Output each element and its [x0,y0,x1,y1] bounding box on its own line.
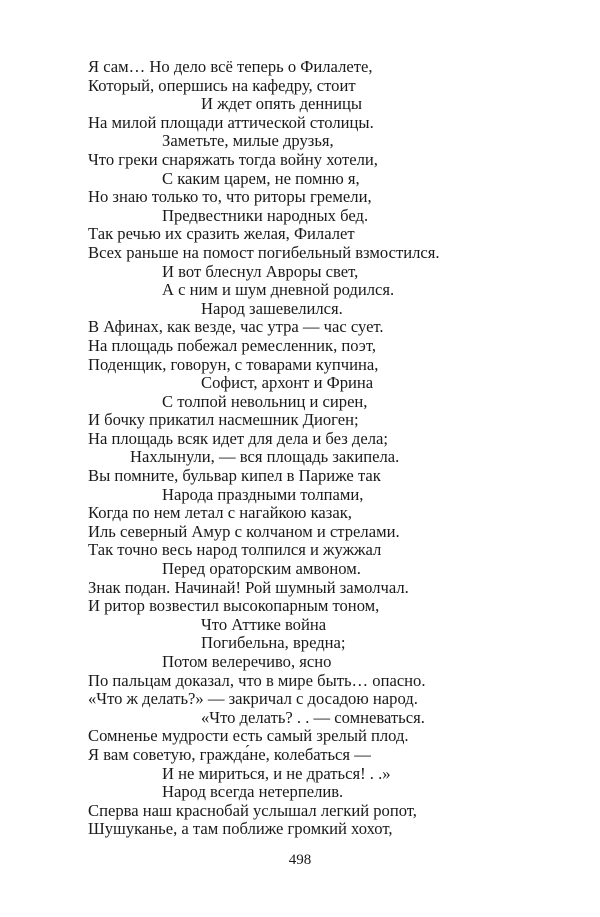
poem-line: И ритор возвестил высокопарным тоном, [88,596,380,616]
poem-line: «Что ж делать?» — закричал с досадою народ. [88,689,418,709]
poem-line: Софист, архонт и Фрина [201,373,374,393]
poem-line: Потом велеречиво, ясно [162,652,332,671]
poem-line: Я сам… Но дело всё теперь о Филалете, [88,57,373,76]
poem-line: Народ всегда нетерпелив. [162,782,344,802]
poem-line: В Афинах, как везде, час утра — час сует. [88,317,384,337]
poem-line: Заметьте, милые друзья, [162,131,334,151]
poem-line: Иль северный Амур с колчаном и стрелами. [88,521,400,541]
poem-line: Сомненье мудрости есть самый зрелый плод. [88,726,409,746]
poem-line: Что Аттике война [201,614,327,634]
poem-line: Шушуканье, а там поближе громкий хохот, [88,819,393,839]
poem-line: По пальцам доказал, что в мире быть… опасно. [88,670,426,690]
poem-line: Нахлынули, — вся площадь закипела. [130,447,400,467]
poem-line: Но знаю только то, что риторы гремели, [88,187,372,207]
poem-line: И не мириться, и не драться! . .» [162,763,391,783]
page-number: 498 [288,852,312,868]
poem-line: Так точно весь народ толпился и жужжал [88,540,382,560]
poem-line: На площадь побежал ремесленник, поэт, [88,335,377,355]
poem-line: Знак подан. Начинай! Рой шумный замолчал. [88,577,409,597]
poem-line: Что греки снаряжать тогда войну хотели, [88,149,378,169]
poem-line: Погибельна, вредна; [201,633,346,653]
poem-line: На милой площади аттической столицы. [88,112,374,132]
poem-line: Всех раньше на помост погибельный взмостился. [88,242,440,262]
poem-line: И ждет опять денницы [201,94,363,114]
poem-text [88,58,588,839]
poem-line: На площадь всяк идет для дела и без дела; [88,428,388,448]
poem-line: Когда по нем летал с нагайкою казак, [88,503,352,523]
poem-line: «Что делать? . . — сомневаться. [201,707,425,727]
poem-line: Народ зашевелился. [201,298,343,318]
poem-line: Поденщик, говорун, с товарами купчина, [88,354,379,374]
poem-line: Народа праздными толпами, [162,484,364,504]
poem-line: А с ним и шум дневной родился. [162,280,395,300]
poem-line: Я вам советую, гражда́не, колебаться — [88,744,371,764]
poem-line: Который, опершись на кафедру, стоит [88,75,356,95]
poem-line: С толпой невольниц и сирен, [162,391,368,411]
poem-line: Перед ораторским амвоном. [162,559,361,579]
poem-line: Так речью их сразить желая, Филалет [88,224,355,244]
poem-line: И бочку прикатил насмешник Диоген; [88,410,359,430]
poem-line: Вы помните, бульвар кипел в Париже так [88,466,381,486]
poem-line: Предвестники народных бед. [162,205,369,225]
poem-line: С каким царем, не помню я, [162,168,360,188]
poem-line: И вот блеснул Авроры свет, [162,261,359,281]
poem-line: Сперва наш краснобай услышал легкий ропот, [88,800,417,820]
